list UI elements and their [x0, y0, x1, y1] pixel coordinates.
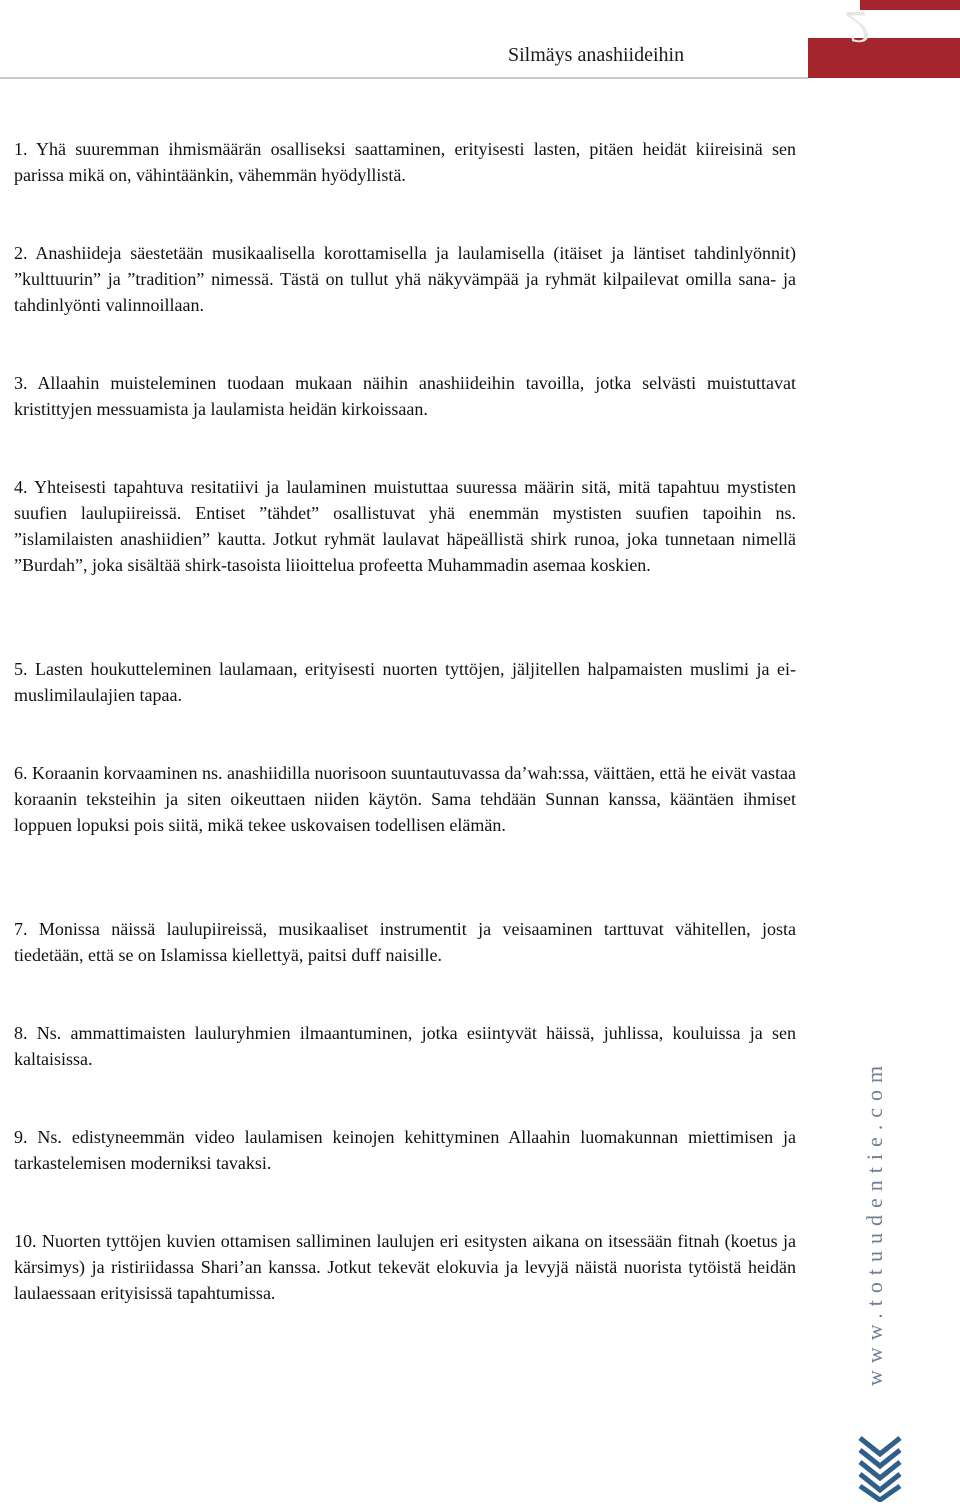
list-item-10: 10. Nuorten tyttöjen kuvien ottamisen salliminen laulujen eri esitysten aikana on itsessään fitnah (koetus ja kärsimys) ja ristiriidassa Shari’an kanssa. Jotkut tekevät elokuvia ja levyjä näistä nuorista tytöistä heidän laulaessaan erityisissä tapahtumissa. [14, 1231, 796, 1303]
list-item-9: 9. Ns. edistyneemmän video laulamisen keinojen kehittyminen Allaahin luomakunnan miettimisen ja tarkastelemisen moderniksi tavaksi. [14, 1127, 796, 1173]
list-item-6: 6. Koraanin korvaaminen ns. anashiidilla nuorisoon suuntautuvassa da’wah:ssa, väittäen, että he eivät vastaa koraanin teksteihin ja siten oikeuttaen niiden käytön. Sama tehdään Sunnan kanssa, kääntäen ihmiset loppuen lopuksi pois siitä, mikä tekee uskovaisen todellisen elämän. [14, 763, 796, 835]
header-rule-red-top [860, 0, 960, 10]
list-item-8: 8. Ns. ammattimaisten lauluryhmien ilmaantuminen, jotka esiintyvät häissä, juhlissa, kouluissa ja sen kaltaisissa. [14, 1023, 796, 1069]
list-item-4: 4. Yhteisesti tapahtuva resitatiivi ja laulaminen muistuttaa suuressa määrin sitä, mitä tapahtuu mystisten suufien laulupiireissä. Entiset ”tähdet” osallistuvat yhä enemmän mystisten suufien tapoihin ns. ”islamilaisten anashiidien” kautta. Jotkut ryhmät laulavat häpeällistä shirk runoa, joka tunnetaan nimellä ”Burdah”, joka sisältää shirk-tasoista liioittelua profeetta Muhammadin asemaa koskien. [14, 477, 796, 575]
header-title: Silmäys anashiideihin [508, 44, 685, 66]
header-rule-red [808, 38, 960, 78]
header-rule-gray [0, 77, 808, 79]
list-item-2: 2. Anashiideja säestetään musikaalisella korottamisella ja laulamisella (itäiset ja läntiset tahdinlyönnit) ”kulttuurin” ja ”tradition” nimessä. Tästä on tullut yhä näkyvämpää ja ryhmät kilpailevat omilla sana- ja tahdinlyönti valinnoillaan. [14, 243, 796, 315]
list-item-5: 5. Lasten houkutteleminen laulamaan, erityisesti nuorten tyttöjen, jäljitellen halpamaisten muslimi ja ei-muslimilaulajien tapaa. [14, 659, 796, 705]
page-number: 2 [846, 2, 869, 53]
side-url-text: www.totuudentie.com [862, 1058, 887, 1386]
list-item-7: 7. Monissa näissä laulupiireissä, musikaaliset instrumentit ja veisaaminen tarttuvat vähitellen, josta tiedetään, että se on Islamissa kiellettyä, paitsi duff naisille. [14, 919, 796, 965]
list-item-1: 1. Yhä suuremman ihmismäärän osalliseksi saattaminen, erityisesti lasten, pitäen heidät kiireisinä sen parissa mikä on, vähintäänkin, vähemmän hyödyllistä. [14, 139, 796, 185]
list-item-3: 3. Allaahin muisteleminen tuodaan mukaan näihin anashiideihin tavoilla, jotka selvästi muistuttavat kristittyjen messuamista ja laulamista heidän kirkoissaan. [14, 373, 796, 419]
chevron-down-icon [856, 1434, 904, 1502]
